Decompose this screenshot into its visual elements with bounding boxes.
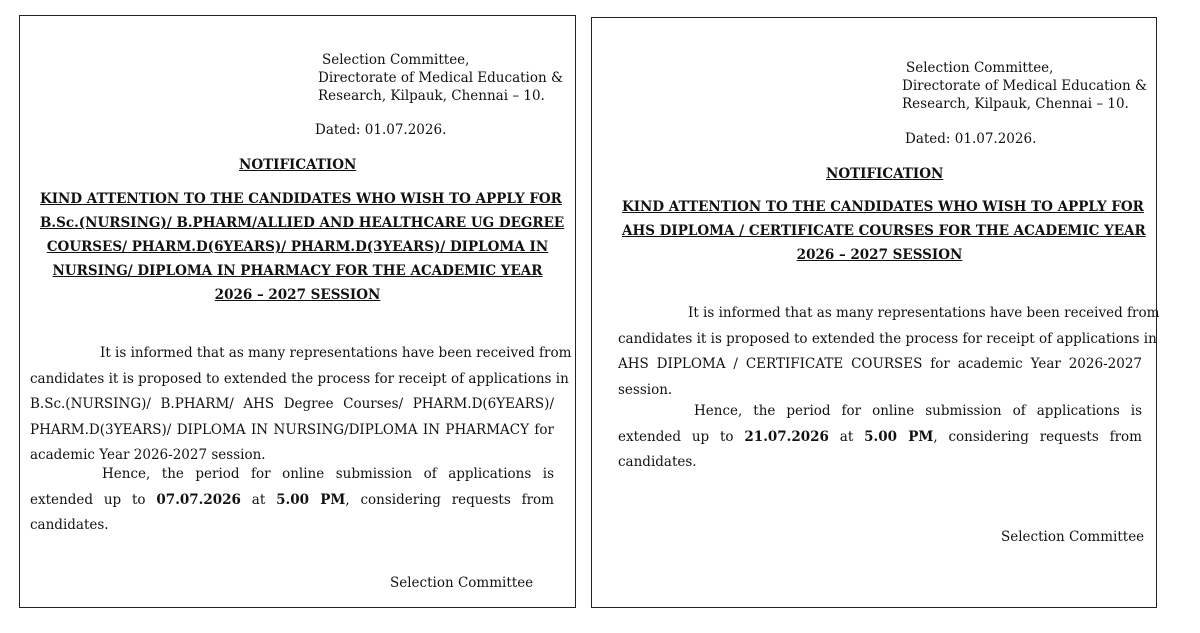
body-line: PHARM.D(3YEARS)/ DIPLOMA IN NURSING/DIPLOMA IN PHARMACY for [30, 421, 554, 438]
address-line-3: Research, Kilpauk, Chennai – 10. [902, 96, 1129, 112]
body-line: candidates it is proposed to extended the process for receipt of applications in [618, 330, 1157, 347]
heading-line: KIND ATTENTION TO THE CANDIDATES WHO WISH TO APPLY FOR [622, 199, 1144, 215]
body-line: AHS DIPLOMA / CERTIFICATE COURSES for academic Year 2026-2027 [618, 356, 1142, 372]
body-line: candidates. [618, 454, 697, 470]
address-line-1: Selection Committee, [906, 60, 1054, 76]
notice-right [591, 17, 1160, 608]
notification-title: NOTIFICATION [826, 166, 944, 182]
body-line: B.Sc.(NURSING)/ B.PHARM/ AHS Degree Courses/ PHARM.D(6YEARS)/ [30, 396, 554, 412]
notification-heading [40, 187, 565, 307]
body-line: candidates it is proposed to extended the process for receipt of applications in [30, 370, 569, 387]
body-paragraph-2 [618, 399, 1142, 476]
body-line: candidates. [30, 517, 109, 533]
address-block [902, 59, 1147, 113]
heading-line: B.Sc.(NURSING)/ B.PHARM/ALLIED AND HEALTHCARE UG DEGREE [40, 215, 565, 231]
body-line: session. [618, 381, 673, 398]
notification-heading [622, 195, 1146, 267]
deadline-time: 5.00 PM [276, 491, 346, 508]
address-line-1: Selection Committee, [322, 52, 470, 68]
signature: Selection Committee [1001, 529, 1145, 545]
deadline-date: 07.07.2026 [156, 491, 241, 508]
deadline-date: 21.07.2026 [744, 428, 829, 445]
body-paragraph-1 [618, 301, 1160, 403]
notification-title: NOTIFICATION [239, 157, 357, 173]
body-line: extended up to 07.07.2026 at 5.00 PM, considering requests from [30, 491, 554, 508]
address-line-2: Directorate of Medical Education & [318, 70, 563, 86]
body-line: academic Year 2026-2027 session. [30, 447, 266, 463]
heading-line: COURSES/ PHARM.D(6YEARS)/ PHARM.D(3YEARS)/ DIPLOMA IN [46, 239, 549, 255]
body-line: It is informed that as many representations have been received from [100, 345, 572, 361]
body-line: Hence, the period for online submission of applications is [102, 466, 554, 482]
signature: Selection Committee [390, 575, 534, 591]
dated-line: Dated: 01.07.2026. [905, 131, 1037, 147]
body-line: extended up to 21.07.2026 at 5.00 PM, considering requests from [618, 428, 1142, 445]
heading-line: NURSING/ DIPLOMA IN PHARMACY FOR THE ACADEMIC YEAR [52, 263, 543, 279]
body-line: It is informed that as many representations have been received from [688, 305, 1160, 321]
heading-line: AHS DIPLOMA / CERTIFICATE COURSES FOR THE ACADEMIC YEAR [622, 223, 1146, 239]
dated-line: Dated: 01.07.2026. [315, 122, 447, 138]
deadline-time: 5.00 PM [864, 428, 934, 445]
heading-line: 2026 – 2027 SESSION [214, 287, 381, 303]
heading-line: 2026 – 2027 SESSION [796, 247, 963, 263]
body-paragraph-2 [30, 462, 554, 539]
address-block [318, 51, 563, 105]
body-paragraph-1 [30, 341, 572, 469]
notice-left [19, 15, 576, 608]
heading-line: KIND ATTENTION TO THE CANDIDATES WHO WISH TO APPLY FOR [40, 191, 562, 207]
body-line: Hence, the period for online submission of applications is [694, 403, 1142, 419]
address-line-2: Directorate of Medical Education & [902, 78, 1147, 94]
address-line-3: Research, Kilpauk, Chennai – 10. [318, 88, 545, 104]
